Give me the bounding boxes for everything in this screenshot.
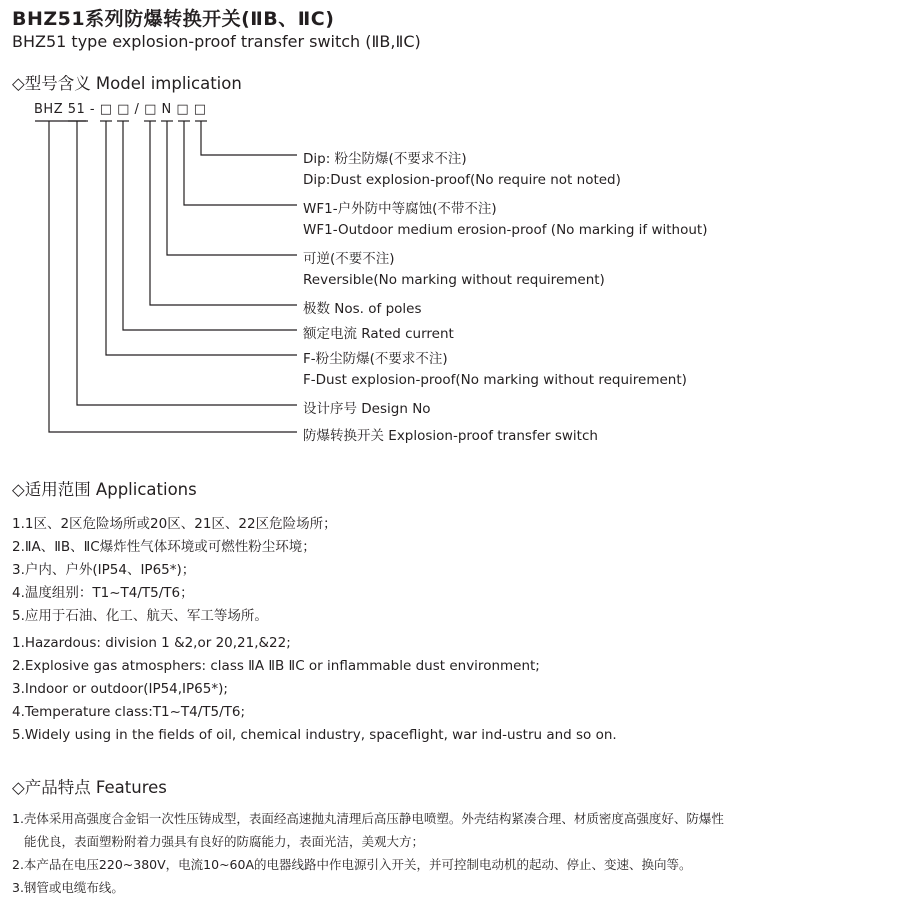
feature-item: 2.本产品在电压220~380V，电流10~60A的电器线路中作电源引入开关，并可控制电动机的起动、停止、变速、换向等。: [12, 857, 692, 872]
feature-item: 3.钢管或电缆布线。: [12, 880, 124, 895]
model-label-poles: 极数 Nos. of poles: [303, 301, 422, 317]
leader-dip: [201, 121, 297, 155]
model-label-reversible-cn: 可逆(不要不注): [303, 251, 395, 267]
application-cn-item: 5.应用于石油、化工、航天、军工等场所。: [12, 608, 268, 624]
application-en-item: 2.Explosive gas atmosphers: class ⅡA ⅡB ⅡC or inflammable dust environment;: [12, 658, 540, 674]
leader-f: [106, 121, 297, 355]
model-code: BHZ 51 - □ □ / □ N □ □: [34, 102, 207, 117]
application-cn-item: 1.1区、2区危险场所或20区、21区、22区危险场所；: [12, 516, 337, 532]
model-label-wf1-cn: WF1-户外防中等腐蚀(不带不注): [303, 201, 497, 217]
applications-heading: ◇适用范围 Applications: [12, 480, 197, 499]
leader-current: [123, 121, 297, 330]
page-subtitle: BHZ51 type explosion-proof transfer switch (ⅡB,ⅡC): [12, 32, 421, 51]
model-label-dip-cn: Dip: 粉尘防爆(不要求不注): [303, 151, 467, 167]
application-cn-item: 4.温度组别：T1~T4/T5/T6；: [12, 585, 194, 601]
feature-item: 1.壳体采用高强度合金铝一次性压铸成型，表面经高速抛丸清理后高压静电喷塑。外壳结构紧凑合理、材质密度高强度好、防爆性: [12, 811, 724, 826]
model-label-wf1-en: WF1-Outdoor medium erosion-proof (No marking if without): [303, 222, 708, 238]
application-en-item: 1.Hazardous: division 1 &2,or 20,21,&22;: [12, 635, 291, 651]
model-label-design: 设计序号 Design No: [303, 401, 431, 417]
application-en-item: 4.Temperature class:T1~T4/T5/T6;: [12, 704, 246, 720]
leader-design: [77, 121, 297, 405]
model-label-f-en: F-Dust explosion-proof(No marking without requirement): [303, 372, 687, 388]
page-title: BHZ51系列防爆转换开关(ⅡB、ⅡC): [12, 8, 335, 30]
leader-reversible: [167, 121, 297, 255]
model-label-dip-en: Dip:Dust explosion-proof(No require not noted): [303, 172, 621, 188]
leader-switch: [49, 121, 297, 432]
application-cn-item: 3.户内、户外(IP54、IP65*)；: [12, 562, 196, 578]
feature-item-continuation: 能优良，表面塑粉附着力强具有良好的防腐能力，表面光洁，美观大方；: [24, 834, 425, 849]
model-label-switch: 防爆转换开关 Explosion-proof transfer switch: [303, 428, 598, 444]
application-cn-item: 2.ⅡA、ⅡB、ⅡC爆炸性气体环境或可燃性粉尘环境；: [12, 539, 316, 555]
model-label-current: 额定电流 Rated current: [303, 326, 454, 342]
leader-poles: [150, 121, 297, 305]
model-label-f-cn: F-粉尘防爆(不要求不注): [303, 351, 448, 367]
application-en-item: 5.Widely using in the fields of oil, chemical industry, spaceflight, war ind-ustru and so on.: [12, 727, 617, 743]
model-heading: ◇型号含义 Model implication: [12, 74, 242, 93]
model-label-reversible-en: Reversible(No marking without requirement): [303, 272, 605, 288]
features-heading: ◇产品特点 Features: [12, 778, 167, 797]
application-en-item: 3.Indoor or outdoor(IP54,IP65*);: [12, 681, 228, 697]
